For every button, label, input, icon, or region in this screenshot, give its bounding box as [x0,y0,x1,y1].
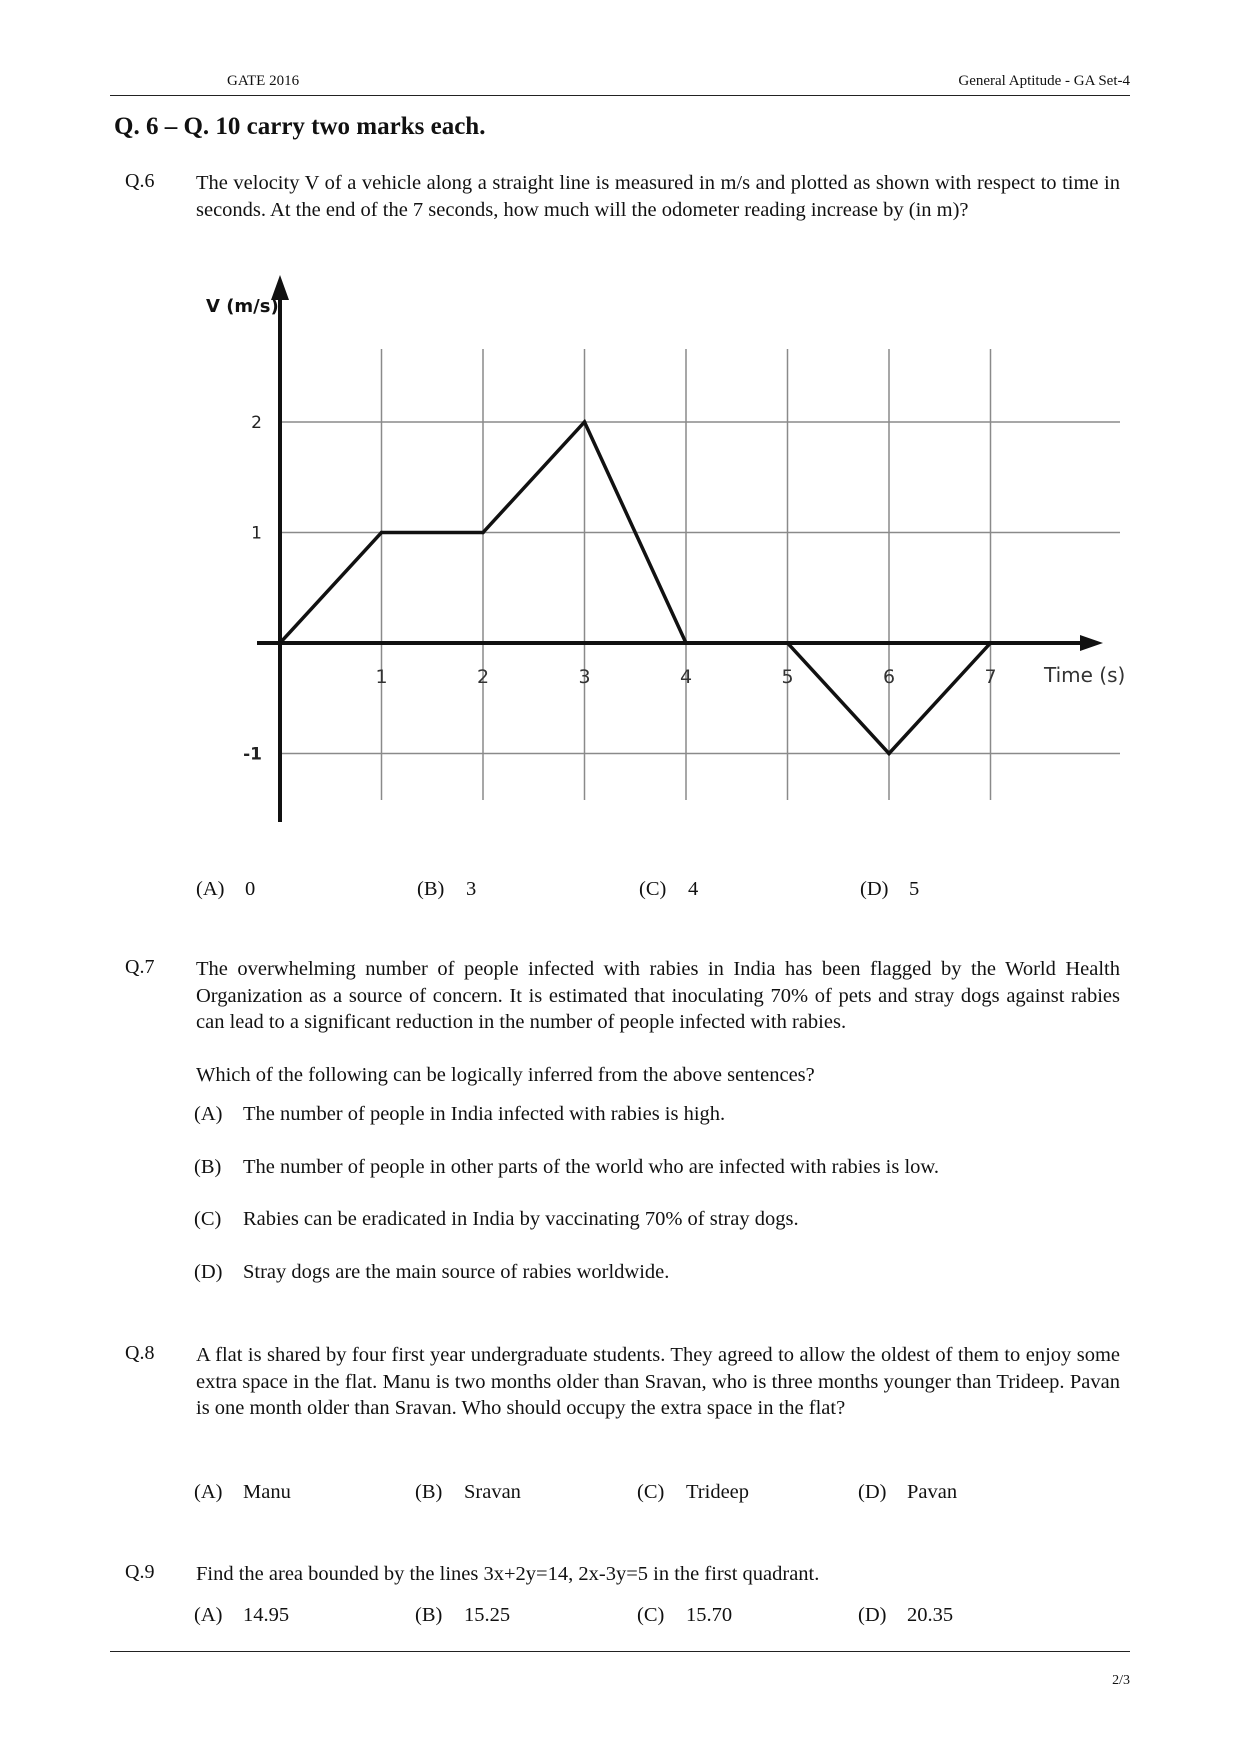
option-text: 15.25 [464,1604,511,1626]
page-number: 2/3 [1112,1673,1130,1688]
x-axis-label: Time (s) [1044,663,1126,687]
option-label: (B) [415,1604,443,1626]
option-label: (C) [637,1481,665,1503]
option-text: 20.35 [907,1604,954,1626]
question-number-7: Q.7 [125,956,155,978]
x-tick-label: 6 [882,666,896,688]
option-label: (A) [194,1604,223,1626]
option-label: (D) [860,878,889,900]
option-text: 3 [466,878,477,900]
option-label: (B) [417,878,445,900]
q9-option-d[interactable] [858,1604,953,1627]
q7-option-c[interactable] [194,1208,799,1231]
velocity-time-chart [0,0,1241,850]
option-text: The number of people in other parts of the world who are infected with rabies is low. [243,1156,940,1178]
q8-option-d[interactable] [858,1481,957,1504]
option-text: 5 [909,878,920,900]
option-text: 4 [688,878,699,900]
option-label: (C) [639,878,667,900]
section-title: Q. 6 – Q. 10 carry two marks each. [114,113,486,140]
question-text-6: The velocity V of a vehicle along a straight line is measured in m/s and plotted as shown with respect to time in seconds. At the end of the 7 seconds, how much will the odometer reading increase by (in m)? [196,172,1120,221]
chart-axes [257,275,1103,822]
x-axis-arrow [1080,635,1103,651]
option-label: (A) [194,1103,223,1125]
option-label: (D) [194,1261,223,1283]
q8-option-b[interactable] [415,1481,521,1504]
data-point [380,531,384,535]
option-text: Sravan [464,1481,521,1503]
data-point [583,420,587,424]
option-text: Trideep [686,1481,750,1503]
question-text-7: The overwhelming number of people infected with rabies in India has been flagged by the World Health Organization as a source of concern. It is estimated that inoculating 70% of pets and stray dogs against rabies can lead to a significant reduction in the number of people infected with rabies. [196,958,1120,1033]
option-text: Pavan [907,1481,958,1503]
data-point [786,641,790,645]
option-label: (C) [194,1208,222,1230]
chart-labels [206,296,1125,765]
x-tick-label: 2 [476,666,490,688]
y-tick-label: 2 [251,413,262,433]
data-point [481,531,485,535]
q7-option-a[interactable] [194,1103,725,1126]
option-label: (B) [194,1156,222,1178]
question-number-8: Q.8 [125,1342,155,1364]
y-tick-label: -1 [243,744,262,765]
option-label: (D) [858,1481,887,1503]
question-text-8: A flat is shared by four first year undergraduate students. They agreed to allow the oldest of them to enjoy some extra space in the flat. Manu is two months older than Sravan, who is three months younger than Trideep. Pavan is one month older than Sravan. Who should occupy the extra space in the flat? [196,1344,1120,1419]
q9-option-b[interactable] [415,1604,510,1627]
chart-series [278,420,992,755]
x-tick-label: 1 [375,666,388,688]
q9-option-c[interactable] [637,1604,732,1627]
footer-rule [110,1651,1130,1652]
chart-grid [280,349,1120,800]
y-tick-label: 1 [251,523,262,544]
x-tick-label: 3 [578,666,591,688]
q9-option-a[interactable] [194,1604,289,1627]
header-paper-name: General Aptitude - GA Set-4 [958,73,1130,89]
x-tick-label: 5 [781,666,794,688]
header-exam-name: GATE 2016 [227,73,300,89]
option-text: 15.70 [686,1604,733,1626]
option-label: (B) [415,1481,443,1503]
velocity-line [280,422,991,754]
option-label: (A) [196,878,225,900]
question-text-9: Find the area bounded by the lines 3x+2y=14, 2x-3y=5 in the first quadrant. [196,1563,820,1585]
option-label: (A) [194,1481,223,1503]
q6-option-b[interactable] [417,878,476,901]
option-text: 0 [245,878,256,900]
q8-option-c[interactable] [637,1481,749,1504]
y-axis-label: V (m/s) [206,296,279,317]
data-point [684,641,688,645]
option-text: Rabies can be eradicated in India by vaccinating 70% of stray dogs. [243,1208,799,1230]
x-tick-label: 4 [679,666,693,688]
question-prompt-7: Which of the following can be logically inferred from the above sentences? [196,1064,815,1086]
option-label: (C) [637,1604,665,1626]
option-text: Stray dogs are the main source of rabies worldwide. [243,1261,670,1283]
question-number-9: Q.9 [125,1561,155,1583]
data-point [989,641,993,645]
data-point [887,752,891,756]
q6-option-c[interactable] [639,878,698,901]
q6-option-d[interactable] [860,878,919,901]
x-tick-label: 7 [984,666,997,688]
question-number-6: Q.6 [125,170,155,192]
q6-option-a[interactable] [196,878,255,901]
q7-option-d[interactable] [194,1261,669,1284]
option-text: The number of people in India infected with rabies is high. [243,1103,726,1125]
q8-option-a[interactable] [194,1481,291,1504]
option-label: (D) [858,1604,887,1626]
option-text: 14.95 [243,1604,290,1626]
option-text: Manu [243,1481,291,1503]
q7-option-b[interactable] [194,1156,939,1179]
data-point [278,641,282,645]
